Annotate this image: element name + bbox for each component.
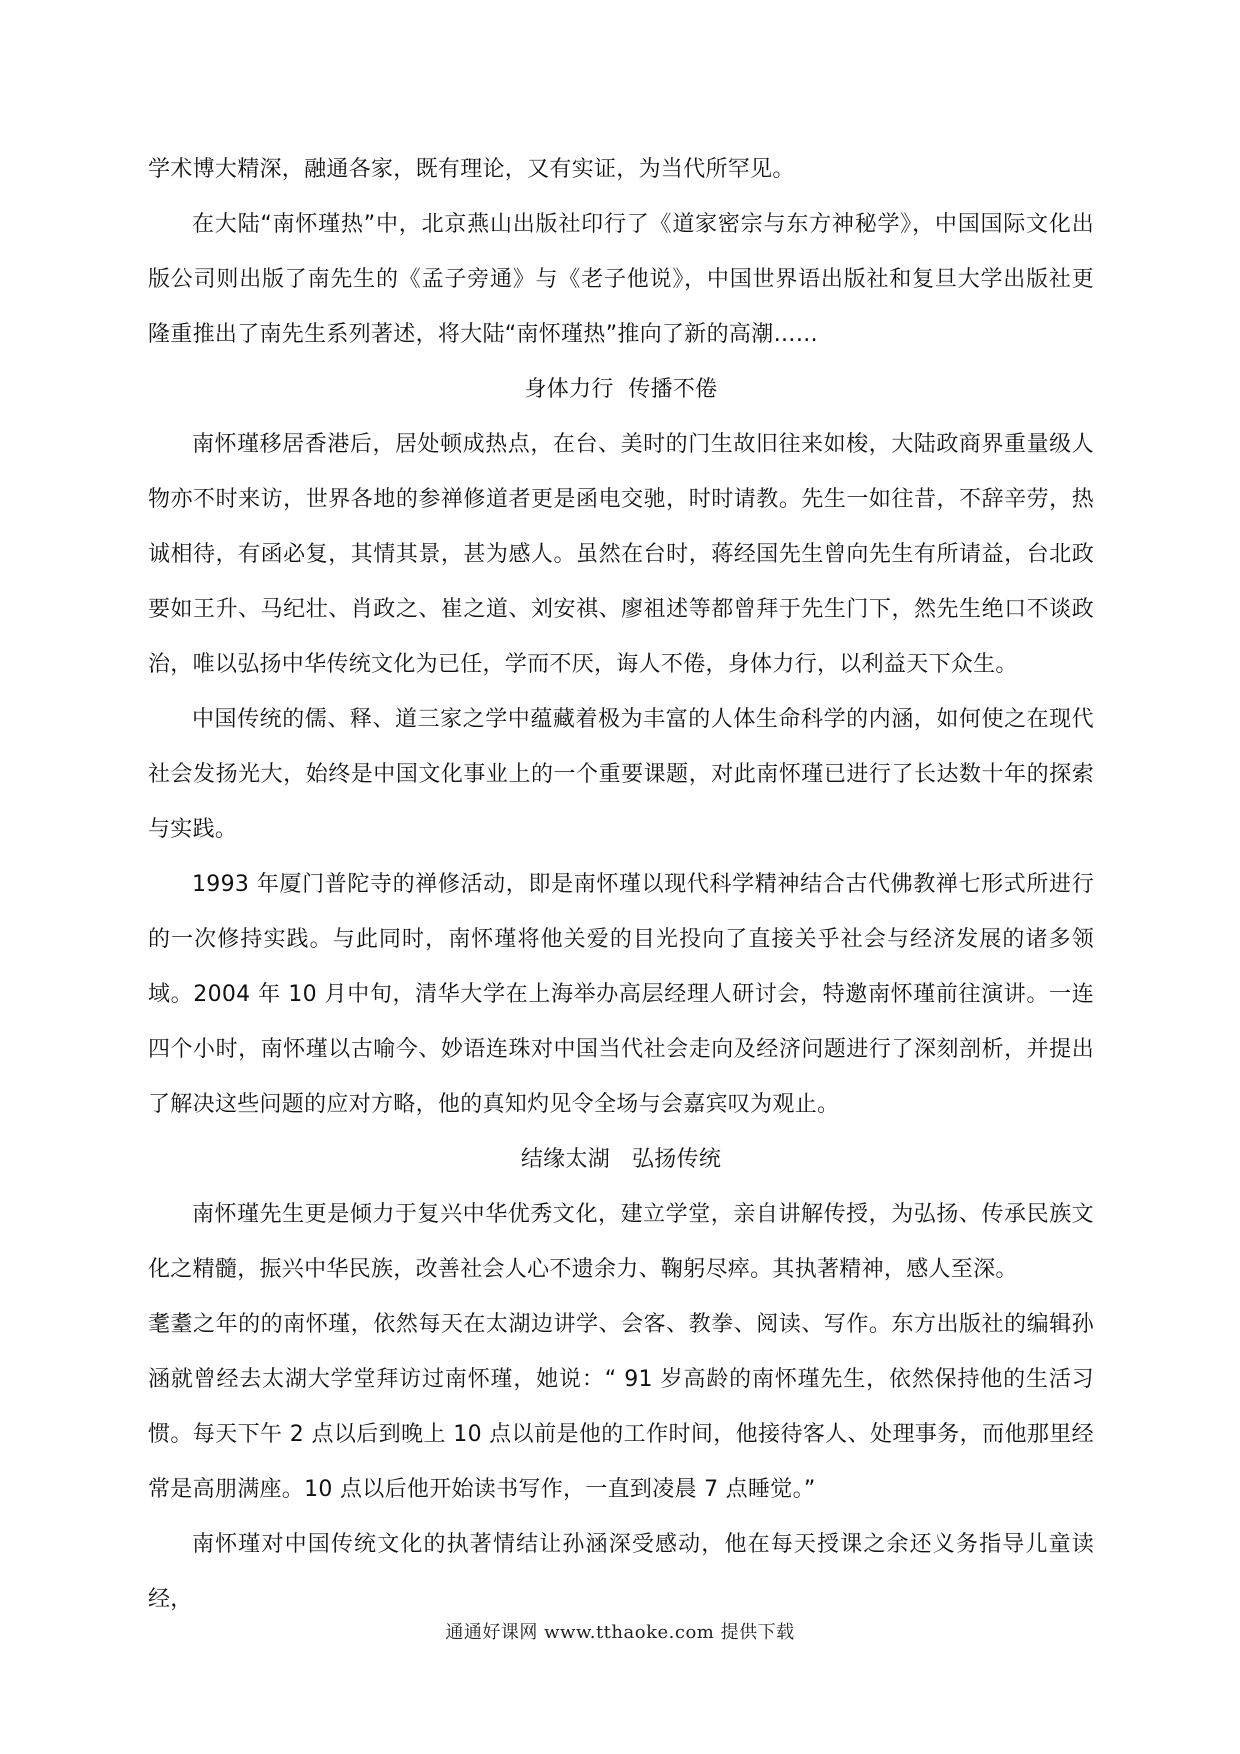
- paragraph: 耄耋之年的的南怀瑾，依然每天在太湖边讲学、会客、教拳、阅读、写作。东方出版社的编辑孙涵就曾经去太湖大学堂拜访过南怀瑾，她说：“ 91 岁高龄的南怀瑾先生，依然保持他的生活习惯。每天下午 2 点以后到晚上 10 点以前是他的工作时间，他接待客人、处理事务，而他那里经常是高朋满座。10 点以后他开始读书写作，一直到凌晨 7 点睡觉。”: [148, 1312, 1094, 1502]
- paragraph: 南怀瑾对中国传统文化的执著情结让孙涵深受感动，他在每天授课之余还义务指导儿童读经，: [148, 1532, 1094, 1612]
- section-heading: 身体力行 传播不倦: [524, 377, 718, 402]
- paragraph: 在大陆“南怀瑾热”中，北京燕山出版社印行了《道家密宗与东方神秘学》，中国国际文化出版公司则出版了南先生的《孟子旁通》与《老子他说》，中国世界语出版社和复旦大学出版社更隆重推出了南先生系列著述，将大陆“南怀瑾热”推向了新的高潮……: [148, 212, 1094, 347]
- paragraph: 1993 年厦门普陀寺的禅修活动，即是南怀瑾以现代科学精神结合古代佛教禅七形式所进行的一次修持实践。与此同时，南怀瑾将他关爱的目光投向了直接关乎社会与经济发展的诸多领域。2004 年 10 月中旬，清华大学在上海举办高层经理人研讨会，特邀南怀瑾前往演讲。一连四个小时，南怀瑾以古喻今、妙语连珠对中国当代社会走向及经济问题进行了深刻剖析，并提出了解决这些问题的应对方略，他的真知灼见令全场与会嘉宾叹为观止。: [148, 872, 1094, 1117]
- paragraph: 南怀瑾移居香港后，居处顿成热点，在台、美时的门生故旧往来如梭，大陆政商界重量级人物亦不时来访，世界各地的参禅修道者更是函电交驰，时时请教。先生一如往昔，不辞辛劳，热诚相待，有函必复，其情其景，甚为感人。虽然在台时，蒋经国先生曾向先生有所请益，台北政要如王升、马纪壮、肖政之、崔之道、刘安祺、廖祖述等都曾拜于先生门下，然先生绝口不谈政治，唯以弘扬中华传统文化为已任，学而不厌，诲人不倦，身体力行，以利益天下众生。: [148, 432, 1094, 677]
- page-footer: 通通好课网 www.tthaoke.com 提供下载: [445, 1622, 795, 1643]
- section-heading: 结缘太湖 弘扬传统: [520, 1147, 722, 1172]
- document-body: [148, 142, 1094, 1627]
- paragraph: 南怀瑾先生更是倾力于复兴中华优秀文化，建立学堂，亲自讲解传授，为弘扬、传承民族文化之精髓，振兴中华民族，改善社会人心不遗余力、鞠躬尽瘁。其执著精神，感人至深。: [148, 1202, 1094, 1282]
- paragraph: 中国传统的儒、释、道三家之学中蕴藏着极为丰富的人体生命科学的内涵，如何使之在现代社会发扬光大，始终是中国文化事业上的一个重要课题，对此南怀瑾已进行了长达数十年的探索与实践。: [148, 707, 1094, 842]
- paragraph: 学术博大精深，融通各家，既有理论，又有实证，为当代所罕见。: [148, 157, 795, 182]
